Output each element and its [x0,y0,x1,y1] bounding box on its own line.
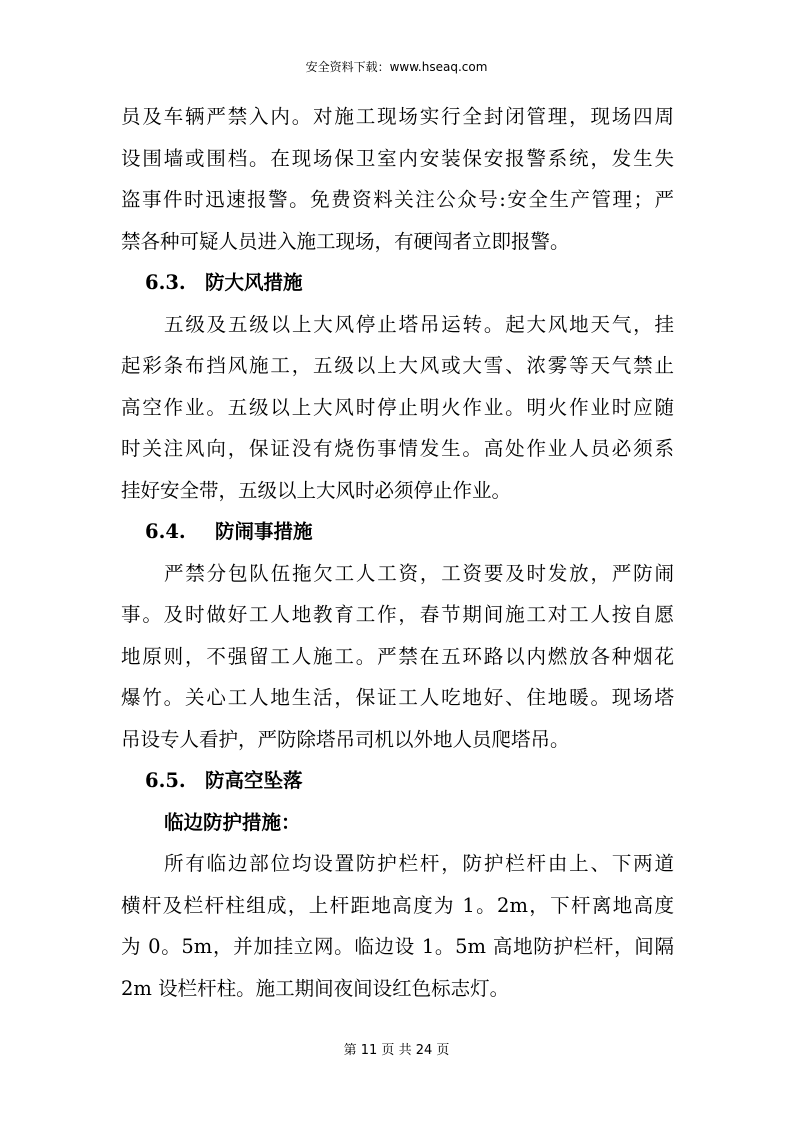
section-number: 6.5. [145,769,186,792]
text-line: 2m 设栏杆柱。施工期间夜间设红色标志灯。 [121,976,510,1000]
text-line: 挂好安全带，五级以上大风时必须停止作业。 [121,478,512,502]
text-line: 地原则，不强留工人施工。严禁在五环路以内燃放各种烟花 [121,644,674,668]
text-line: 爆竹。关心工人地生活，保证工人吃地好、住地暖。现场塔 [121,686,674,709]
text-line: 高空作业。五级以上大风时停止明火作业。明火作业时应随 [121,395,674,419]
section-6-3-paragraph [121,304,674,512]
section-title: 防高空坠落 [205,769,303,792]
section-number: 6.4. [145,520,186,543]
text-line: 事。及时做好工人地教育工作，春节期间施工对工人按自愿 [121,603,674,626]
intro-paragraph [121,96,674,262]
section-6-4-paragraph [121,553,674,761]
text-line: 起彩条布挡风施工，五级以上大风或大雪、浓雾等天气禁止 [121,354,674,377]
section-title: 防闹事措施 [215,520,313,543]
subheading-edge-protection: 临边防护措施： [164,810,301,834]
page-footer: 第 11 页 共 24 页 [343,1043,450,1058]
text-line: 严禁分包队伍拖欠工人工资，工资要及时发放，严防闹 [164,561,674,585]
text-line: 横杆及栏杆柱组成，上杆距地高度为 1。2m，下杆离地高度 [121,893,674,917]
text-line: 五级及五级以上大风停止塔吊运转。起大风地天气，挂 [164,312,674,336]
text-line: 所有临边部位均设置防护栏杆，防护栏杆由上、下两道 [164,852,674,875]
text-line: 禁各种可疑人员进入施工现场，有硬闯者立即报警。 [121,229,570,253]
text-line: 时关注风向，保证没有烧伤事情发生。高处作业人员必须系 [121,437,674,460]
document-body [121,96,674,1009]
section-6-5-paragraph [121,843,674,1009]
section-title: 防大风措施 [205,271,303,294]
section-heading-6-5 [121,760,674,802]
text-line: 吊设专人看护，严防除塔吊司机以外地人员爬塔吊。 [121,727,570,751]
text-line: 盗事件时迅速报警。免费资料关注公众号:安全生产管理；严 [121,188,674,211]
text-line: 为 0。5m，并加挂立网。临边设 1。5m 高地防护栏杆，间隔 [121,935,674,958]
page-header: 安全资料下载：www.hseaq.com [305,60,488,74]
text-line: 设围墙或围档。在现场保卫室内安装保安报警系统，发生失 [121,146,674,170]
section-heading-6-3 [121,262,674,304]
text-line: 员及车辆严禁入内。对施工现场实行全封闭管理，现场四周 [121,105,674,128]
section-number: 6.3. [145,271,186,294]
section-heading-6-4 [121,511,674,553]
